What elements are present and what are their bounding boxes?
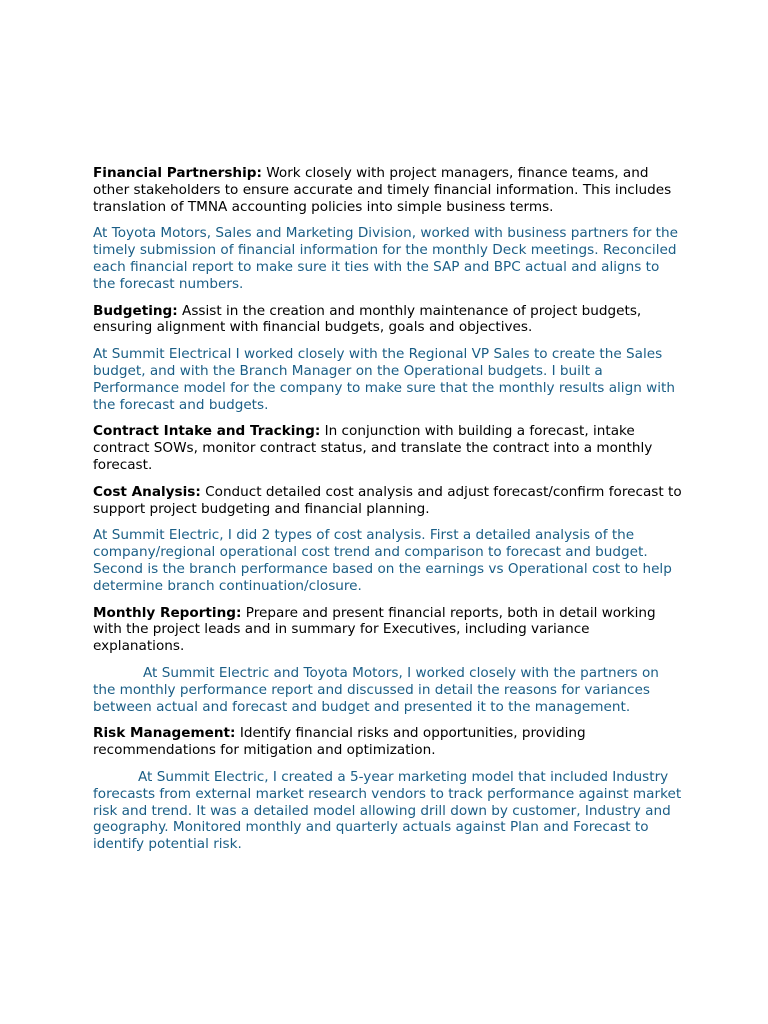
- section-text: Prepare and present financial reports, both in detail working with the project leads and in summary for Executives, including variance explanations.: [93, 604, 656, 655]
- section-text: In conjunction with building a forecast, intake contract SOWs, monitor contract status, and translate the contract into a monthly forecast.: [93, 423, 653, 473]
- section-heading: Financial Partnership:: [93, 165, 262, 181]
- section-heading: Cost Analysis:: [93, 483, 201, 500]
- response-cost-analysis: At Summit Electric, I did 2 types of cost analysis. First a detailed analysis of the company/regional operational cost trend and comparison to forecast and budget. Second is the branch performance based on the earnings vs Operational cost to help determine branch continuation/closure.: [93, 527, 672, 594]
- requirement-financial-partnership: [93, 165, 683, 215]
- response-budgeting: At Summit Electrical I worked closely with the Regional VP Sales to create the Sales budget, and with the Branch Manager on the Operational budgets. I built a Performance model for the company to make sure that the monthly results align with the forecast and budgets.: [93, 346, 675, 413]
- response-financial-partnership: At Toyota Motors, Sales and Marketing Division, worked with business partners for the timely submission of financial information for the monthly Deck meetings. Reconciled each financial report to make sure it ties with the SAP and BPC actual and aligns to the forecast numbers.: [93, 225, 678, 292]
- response-text: At Summit Electric, I created a 5-year marketing model that included Industry forecasts from external market research vendors to track performance against market risk and trend. It was a detailed model allowing drill down by customer, Industry and geography. Monitored monthly and quarterly actuals against Plan and Forecast to identify potential risk.: [93, 768, 682, 853]
- requirement-contract-intake: [93, 423, 683, 473]
- document-page: [93, 165, 683, 863]
- requirement-cost-analysis: [93, 484, 683, 518]
- requirement-budgeting: [93, 303, 683, 337]
- section-text: Assist in the creation and monthly maintenance of project budgets, ensuring alignment with financial budgets, goals and objectives.: [93, 302, 642, 336]
- section-heading: Monthly Reporting:: [93, 604, 242, 621]
- section-heading: Budgeting:: [93, 302, 178, 319]
- response-monthly-reporting: [93, 665, 683, 715]
- section-text: Work closely with project managers, finance teams, and other stakeholders to ensure accurate and timely financial information. This includes translation of TMNA accounting policies into simple business terms.: [93, 165, 672, 215]
- response-text: At Summit Electric and Toyota Motors, I worked closely with the partners on the monthly performance report and discussed in detail the reasons for variances between actual and forecast and budget and presented it to the management.: [93, 664, 659, 715]
- section-text: Identify financial risks and opportunities, providing recommendations for mitigation and optimization.: [93, 725, 586, 759]
- section-text: Conduct detailed cost analysis and adjust forecast/confirm forecast to support project budgeting and financial planning.: [93, 483, 682, 517]
- section-heading: Contract Intake and Tracking:: [93, 423, 321, 440]
- requirement-risk-management: [93, 725, 683, 759]
- response-risk-management: [93, 769, 683, 853]
- section-heading: Risk Management:: [93, 725, 236, 742]
- requirement-monthly-reporting: [93, 605, 683, 655]
